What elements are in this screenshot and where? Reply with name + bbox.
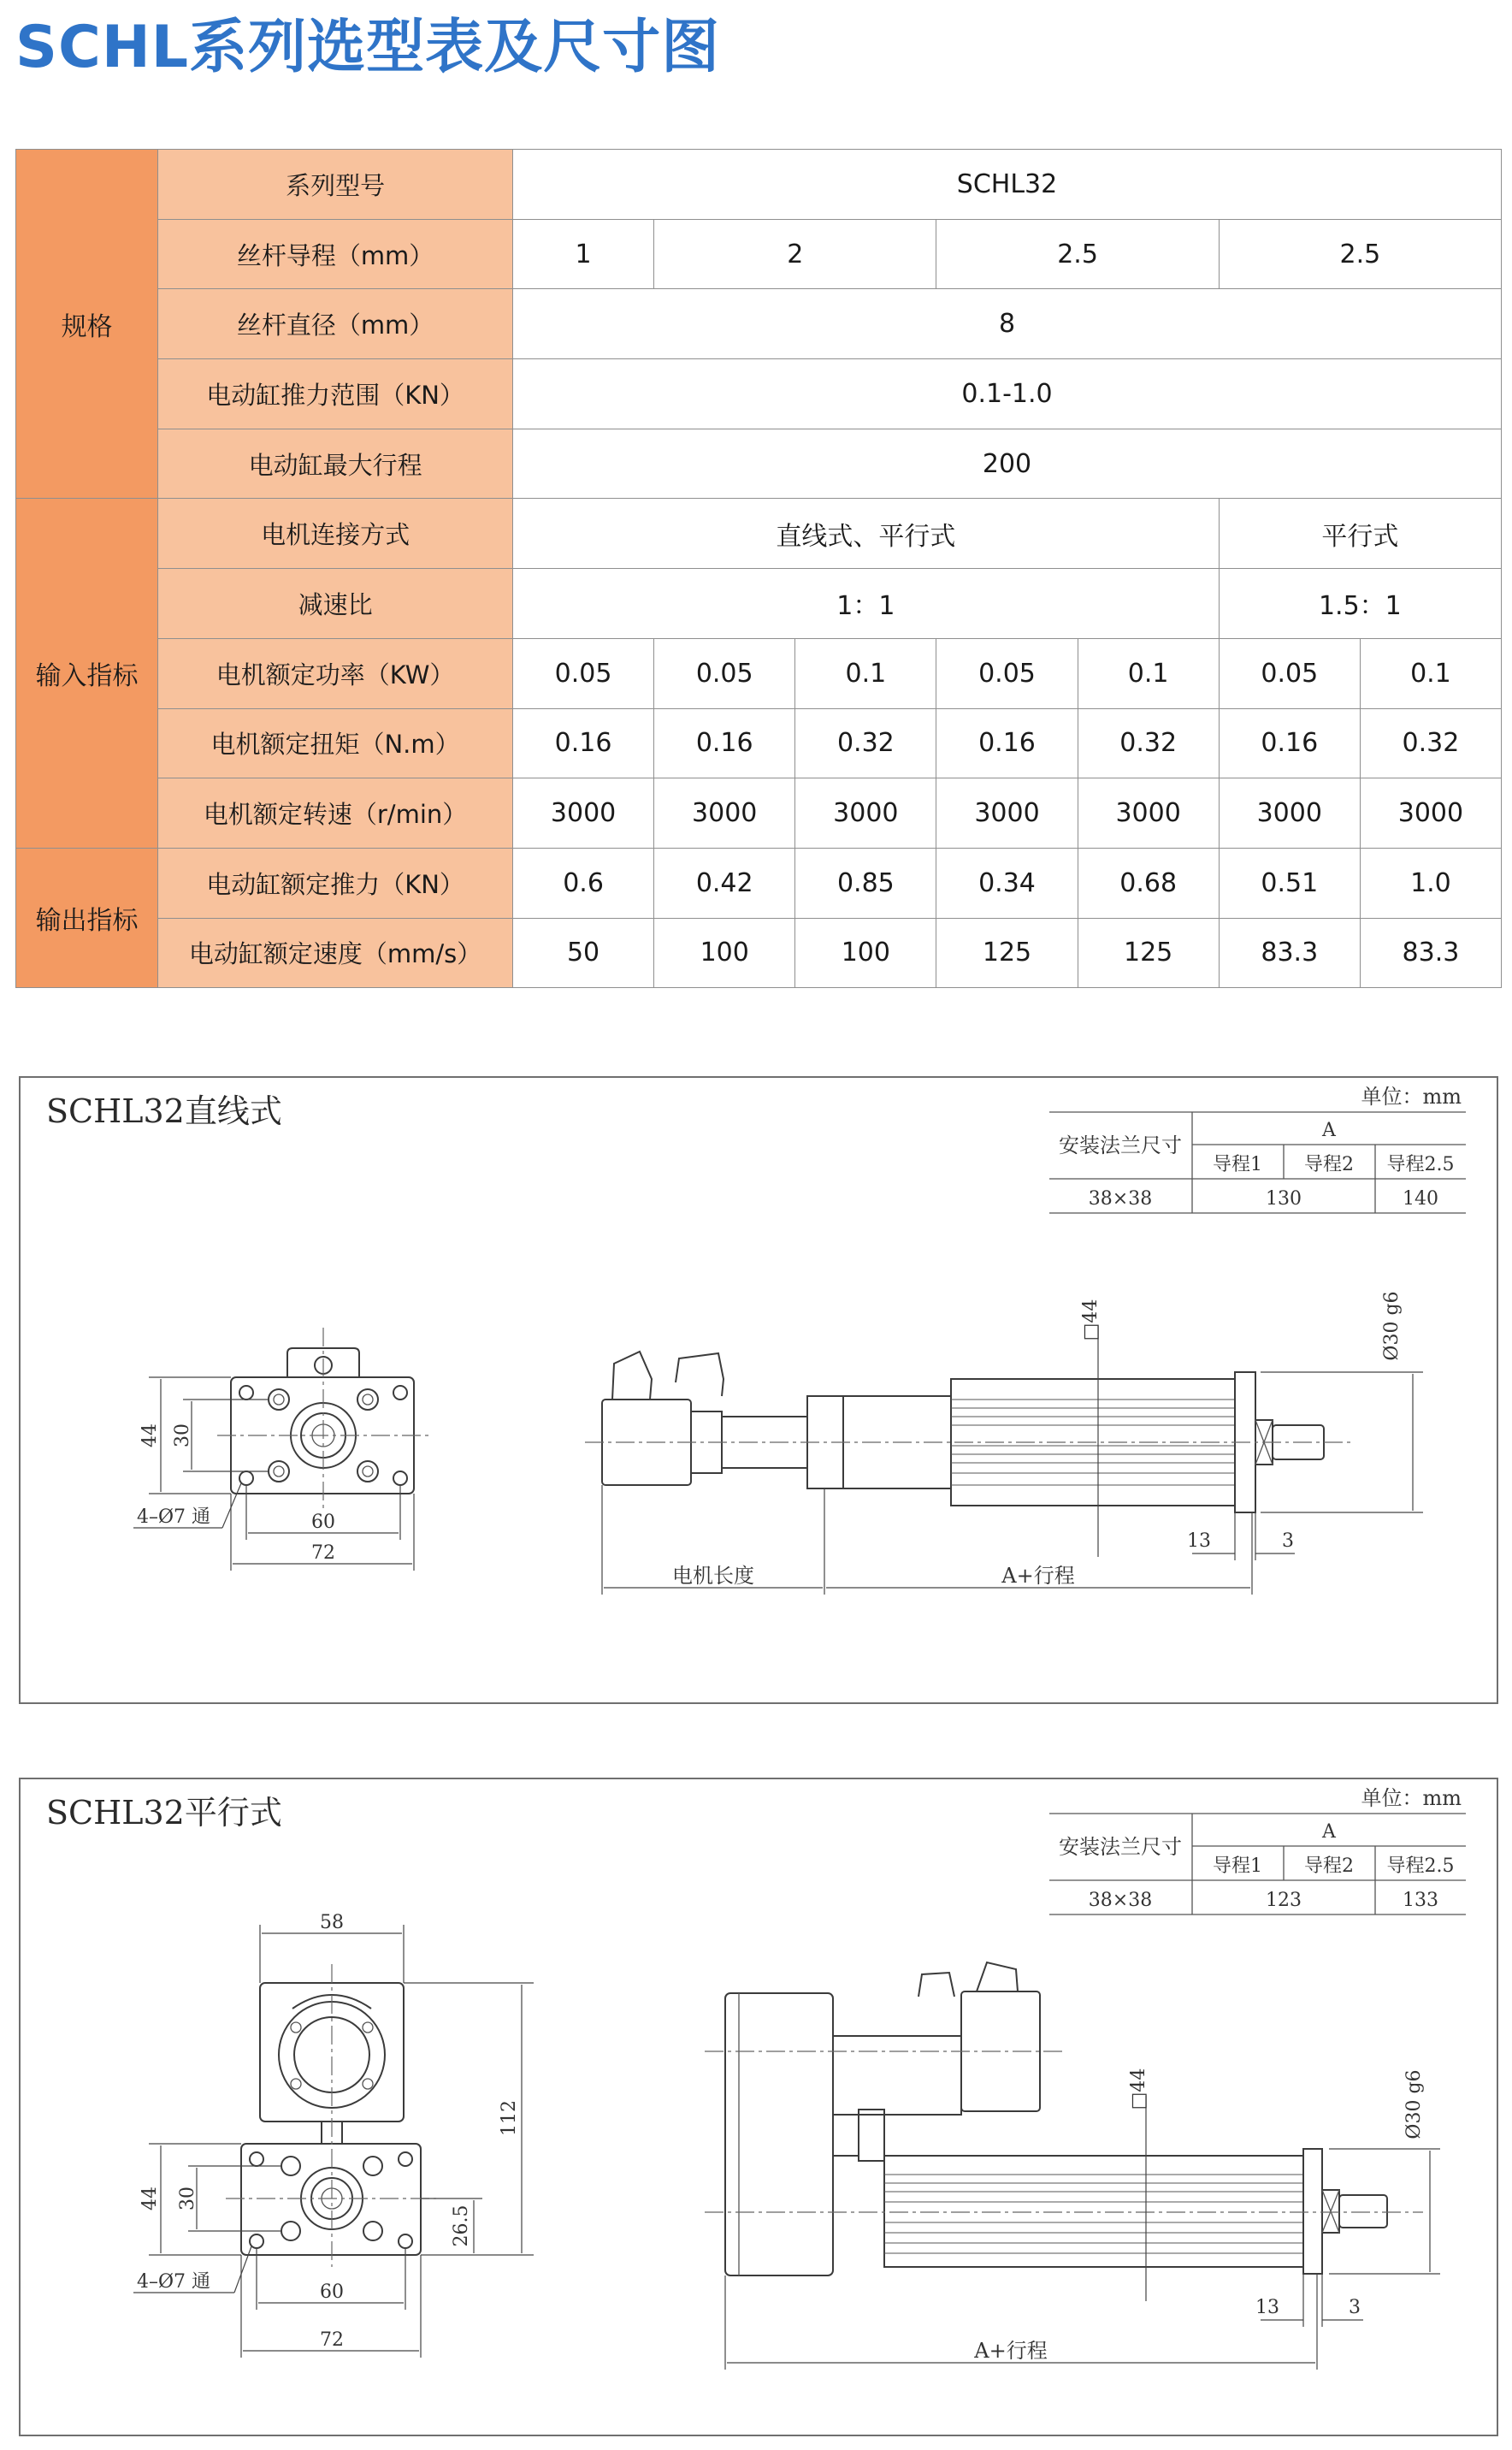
value-power: 0.1: [1360, 638, 1501, 708]
table-row: [16, 499, 1502, 569]
table-row: [16, 219, 1502, 289]
value-rated-thrust: 0.51: [1219, 848, 1360, 918]
group-output: 输出指标: [16, 848, 158, 987]
dim-square: □44: [1080, 1299, 1102, 1341]
value-rated-thrust: 0.68: [1078, 848, 1219, 918]
inline-drawing: [21, 1078, 1497, 1702]
value-rated-velocity: 125: [1078, 918, 1219, 988]
value-ratio: 1.5：1: [1219, 569, 1501, 639]
value-speed: 3000: [513, 778, 654, 849]
param-rated-velocity: 电动缸额定速度（mm/s）: [158, 918, 513, 988]
dim-holes: 4–Ø7 通: [137, 1506, 211, 1528]
dim-motor-length: 电机长度: [672, 1564, 754, 1588]
value-connection: 直线式、平行式: [513, 499, 1220, 569]
unit-label: 单位：mm: [1361, 1085, 1462, 1109]
value-power: 0.05: [654, 638, 795, 708]
value-rated-velocity: 83.3: [1219, 918, 1360, 988]
dimension-table: [1049, 1814, 1466, 1914]
dim-a-stroke: A+行程: [974, 2339, 1048, 2363]
lead-header: 导程2.5: [1386, 1855, 1455, 1877]
value-lead: 2: [654, 219, 936, 289]
value-speed: 3000: [936, 778, 1078, 849]
value-diameter: 8: [513, 289, 1502, 359]
a-value: 123: [1266, 1890, 1302, 1911]
dim-13: 13: [1187, 1530, 1211, 1552]
value-rated-velocity: 100: [795, 918, 936, 988]
dim-60: 60: [320, 2281, 344, 2303]
dim-3: 3: [1282, 1530, 1294, 1552]
value-rated-thrust: 0.6: [513, 848, 654, 918]
group-spec: 规格: [16, 150, 158, 499]
value-torque: 0.16: [936, 708, 1078, 778]
value-torque: 0.32: [1360, 708, 1501, 778]
dim-58: 58: [320, 1912, 344, 1933]
a-header: A: [1322, 1821, 1336, 1843]
lead-header: 导程1: [1213, 1154, 1262, 1175]
value-lead: 1: [513, 219, 654, 289]
value-connection: 平行式: [1219, 499, 1501, 569]
lead-header: 导程1: [1213, 1855, 1262, 1877]
drawing-panel-inline: [19, 1076, 1498, 1704]
dim-3: 3: [1349, 2297, 1361, 2318]
unit-label: 单位：mm: [1361, 1786, 1462, 1810]
dim-shaft: Ø30 g6: [1403, 2069, 1425, 2139]
lead-header: 导程2: [1304, 1855, 1354, 1877]
flange-value: 38×38: [1088, 1890, 1153, 1911]
a-header: A: [1322, 1120, 1336, 1141]
value-thrust-range: 0.1-1.0: [513, 359, 1502, 429]
value-speed: 3000: [1219, 778, 1360, 849]
panel-title: SCHL32直线式: [46, 1092, 282, 1130]
param-thrust-range: 电动缸推力范围（KN）: [158, 359, 513, 429]
dim-30: 30: [177, 2187, 198, 2210]
dim-a-stroke: A+行程: [1001, 1564, 1075, 1588]
param-model: 系列型号: [158, 150, 513, 220]
table-row: [16, 708, 1502, 778]
lead-header: 导程2: [1304, 1154, 1354, 1175]
dim-holes: 4–Ø7 通: [137, 2271, 211, 2293]
value-rated-thrust: 0.42: [654, 848, 795, 918]
param-max-stroke: 电动缸最大行程: [158, 429, 513, 499]
dimension-table: [1049, 1112, 1466, 1213]
dim-72: 72: [320, 2329, 344, 2351]
value-rated-velocity: 125: [936, 918, 1078, 988]
value-speed: 3000: [654, 778, 795, 849]
dim-72: 72: [311, 1542, 335, 1564]
table-row: [16, 150, 1502, 220]
page-title: SCHL系列选型表及尺寸图: [15, 14, 721, 81]
dim-30: 30: [172, 1423, 193, 1447]
value-model: SCHL32: [513, 150, 1502, 220]
dim-shaft: Ø30 g6: [1381, 1291, 1403, 1361]
value-rated-velocity: 50: [513, 918, 654, 988]
side-view: [585, 1291, 1423, 1595]
value-torque: 0.16: [1219, 708, 1360, 778]
param-ratio: 减速比: [158, 569, 513, 639]
value-rated-thrust: 1.0: [1360, 848, 1501, 918]
value-torque: 0.32: [795, 708, 936, 778]
table-row: [16, 429, 1502, 499]
a-value: 140: [1403, 1188, 1438, 1210]
value-power: 0.1: [795, 638, 936, 708]
front-view: [133, 1328, 431, 1571]
side-view: [705, 1962, 1440, 2370]
value-power: 0.05: [513, 638, 654, 708]
param-lead: 丝杆导程（mm）: [158, 219, 513, 289]
parallel-drawing: [21, 1779, 1497, 2435]
lead-header: 导程2.5: [1386, 1154, 1455, 1175]
param-rated-thrust: 电动缸额定推力（KN）: [158, 848, 513, 918]
flange-header: 安装法兰尺寸: [1059, 1133, 1182, 1157]
value-power: 0.1: [1078, 638, 1219, 708]
dim-square: □44: [1128, 2068, 1149, 2110]
param-diameter: 丝杆直径（mm）: [158, 289, 513, 359]
value-rated-thrust: 0.34: [936, 848, 1078, 918]
table-row: [16, 359, 1502, 429]
group-input: 输入指标: [16, 499, 158, 848]
panel-title: SCHL32平行式: [46, 1794, 282, 1832]
table-row: [16, 569, 1502, 639]
dim-60: 60: [311, 1512, 335, 1533]
value-speed: 3000: [795, 778, 936, 849]
value-ratio: 1：1: [513, 569, 1220, 639]
value-torque: 0.16: [513, 708, 654, 778]
front-view: [133, 1912, 534, 2358]
param-connection: 电机连接方式: [158, 499, 513, 569]
dim-44: 44: [139, 1423, 161, 1447]
dim-13: 13: [1255, 2297, 1279, 2318]
drawing-panel-parallel: [19, 1778, 1498, 2436]
value-speed: 3000: [1360, 778, 1501, 849]
flange-value: 38×38: [1088, 1188, 1153, 1210]
dim-26: 26.5: [451, 2204, 472, 2247]
table-row: [16, 918, 1502, 988]
value-rated-velocity: 100: [654, 918, 795, 988]
table-row: [16, 289, 1502, 359]
a-value: 130: [1266, 1188, 1302, 1210]
value-power: 0.05: [1219, 638, 1360, 708]
table-row: [16, 638, 1502, 708]
spec-table: [15, 149, 1502, 988]
table-row: [16, 778, 1502, 849]
value-rated-velocity: 83.3: [1360, 918, 1501, 988]
dim-44: 44: [139, 2187, 161, 2210]
value-lead: 2.5: [1219, 219, 1501, 289]
param-speed: 电机额定转速（r/min）: [158, 778, 513, 849]
value-power: 0.05: [936, 638, 1078, 708]
value-torque: 0.16: [654, 708, 795, 778]
value-torque: 0.32: [1078, 708, 1219, 778]
value-lead: 2.5: [936, 219, 1219, 289]
dim-112: 112: [499, 2100, 520, 2136]
flange-header: 安装法兰尺寸: [1059, 1835, 1182, 1859]
table-row: [16, 848, 1502, 918]
a-value: 133: [1403, 1890, 1438, 1911]
param-torque: 电机额定扭矩（N.m）: [158, 708, 513, 778]
value-rated-thrust: 0.85: [795, 848, 936, 918]
value-speed: 3000: [1078, 778, 1219, 849]
value-max-stroke: 200: [513, 429, 1502, 499]
param-power: 电机额定功率（KW）: [158, 638, 513, 708]
